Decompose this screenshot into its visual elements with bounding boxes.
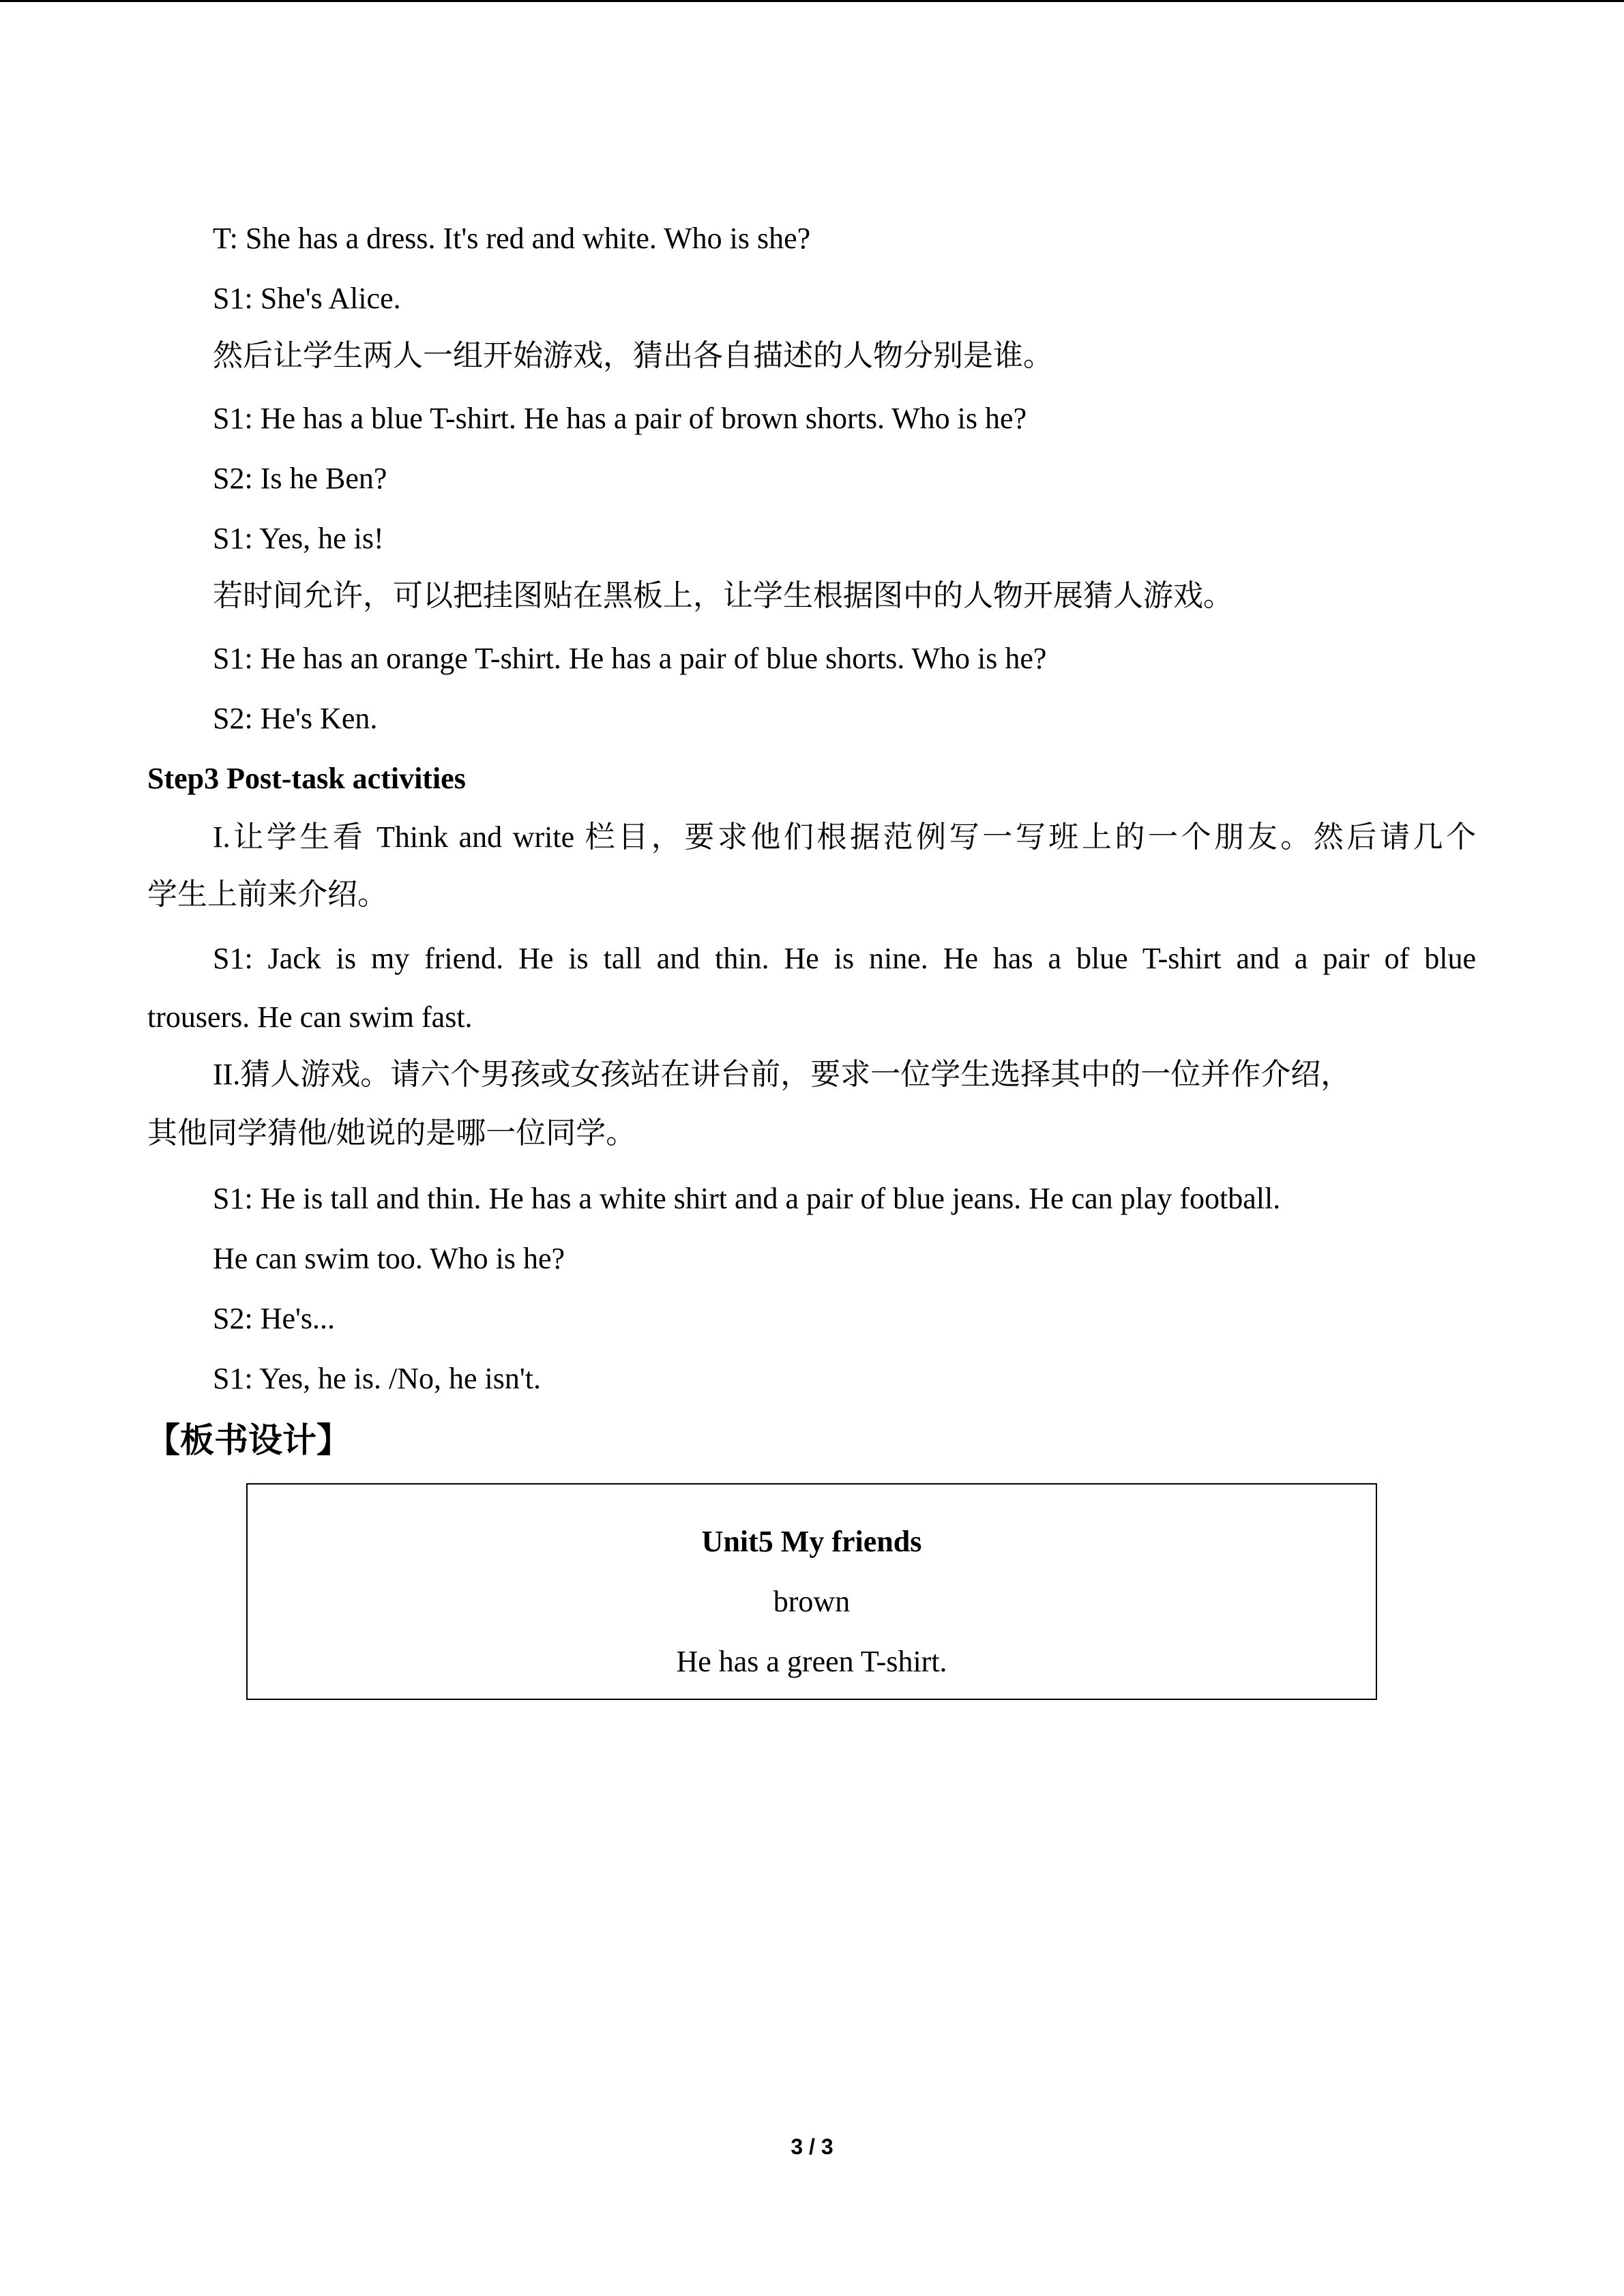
board-word: brown [773,1585,851,1618]
dialogue-line: S1: He has an orange T-shirt. He has a pair of blue shorts. Who is he? [213,642,1047,675]
section-heading: Step3 Post-task activities [147,762,466,795]
dialogue-line: S2: Is he Ben? [213,462,387,495]
dialogue-line: trousers. He can swim fast. [147,1000,473,1034]
dialogue-line: S1: Yes, he is. /No, he isn't. [213,1362,541,1395]
top-border [0,0,1624,2]
board-title: Unit5 My friends [701,1525,922,1558]
instruction-paragraph: I.让学生看 Think and write 栏目，要求他们根据范例写一写班上的一个朋友。然后请几个 [213,820,1476,854]
instruction-paragraph: 学生上前来介绍。 [147,878,387,911]
dialogue-line: S1: He has a blue T-shirt. He has a pair of brown shorts. Who is he? [213,402,1027,435]
instruction-paragraph: 其他同学猜他/她说的是哪一位同学。 [147,1116,636,1150]
dialogue-line: S2: He's Ken. [213,702,378,735]
board-sentence: He has a green T-shirt. [676,1645,947,1678]
dialogue-line: He can swim too. Who is he? [213,1242,565,1275]
instruction-paragraph: 若时间允许，可以把挂图贴在黑板上，让学生根据图中的人物开展猜人游戏。 [213,579,1233,612]
board-design-box [246,1483,1377,1700]
instruction-paragraph: 然后让学生两人一组开始游戏，猜出各自描述的人物分别是谁。 [213,339,1053,372]
dialogue-line: S2: He's... [213,1302,336,1335]
dialogue-line: S1: He is tall and thin. He has a white shirt and a pair of blue jeans. He can play football. [213,1182,1281,1215]
dialogue-line: S1: Yes, he is! [213,522,384,555]
dialogue-line: T: She has a dress. It's red and white. Who is she? [213,222,811,255]
board-design-heading: 【板书设计】 [146,1420,351,1460]
dialogue-line: S1: Jack is my friend. He is tall and thin. He is nine. He has a blue T-shirt and a pair of blue [213,942,1476,975]
instruction-paragraph: II.猜人游戏。请六个男孩或女孩站在讲台前，要求一位学生选择其中的一位并作介绍， [213,1058,1351,1091]
dialogue-line: S1: She's Alice. [213,282,401,315]
page-number: 3 / 3 [791,2134,833,2159]
